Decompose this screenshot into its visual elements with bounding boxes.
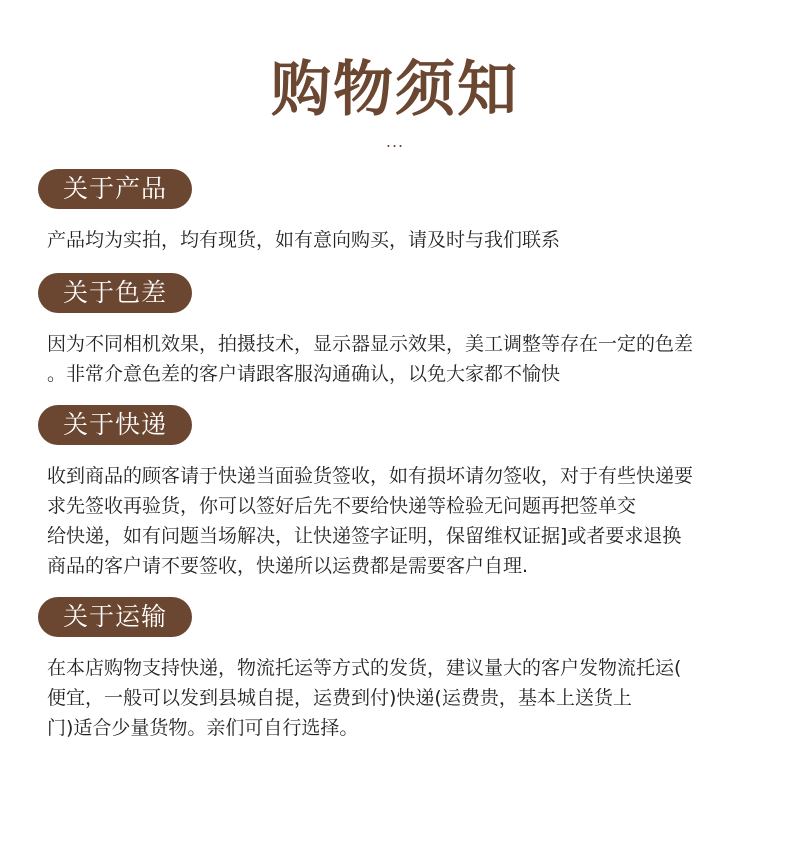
text-line: 产品均为实拍，均有现货，如有意向购买，请及时与我们联系 bbox=[47, 229, 561, 251]
section-text-express bbox=[47, 461, 767, 581]
section-text-products bbox=[47, 225, 767, 255]
text-line: 收到商品的顾客请于快递当面验货签收，如有损坏请勿签收，对于有些快递要 bbox=[47, 465, 694, 487]
text-line: 。非常介意色差的客户请跟客服沟通确认，以免大家都不愉快 bbox=[47, 363, 561, 385]
section-heading-express: 关于快递 bbox=[38, 405, 192, 445]
title-ornament: ... bbox=[385, 132, 405, 151]
text-line: 商品的客户请不要签收，快递所以运费都是需要客户自理. bbox=[47, 555, 529, 577]
page-title: 购物须知 bbox=[271, 55, 519, 125]
section-text-color-difference bbox=[47, 329, 767, 389]
section-heading-shipping: 关于运输 bbox=[38, 597, 192, 637]
text-line: 因为不同相机效果，拍摄技术，显示器显示效果，美工调整等存在一定的色差 bbox=[47, 333, 694, 355]
section-text-shipping bbox=[47, 653, 767, 743]
text-line: 便宜，一般可以发到县城自提，运费到付)快递(运费贵，基本上送货上 bbox=[47, 687, 632, 709]
text-line: 在本店购物支持快递，物流托运等方式的发货，建议量大的客户发物流托运( bbox=[47, 657, 682, 679]
section-heading-products: 关于产品 bbox=[38, 169, 192, 209]
text-line: 门)适合少量货物。亲们可自行选择。 bbox=[47, 717, 359, 739]
text-line: 求先签收再验货，你可以签好后先不要给快递等检验无问题再把签单交 bbox=[47, 495, 637, 517]
section-heading-color-difference: 关于色差 bbox=[38, 273, 192, 313]
text-line: 给快递，如有问题当场解决，让快递签字证明，保留维权证据]或者要求退换 bbox=[47, 525, 682, 547]
